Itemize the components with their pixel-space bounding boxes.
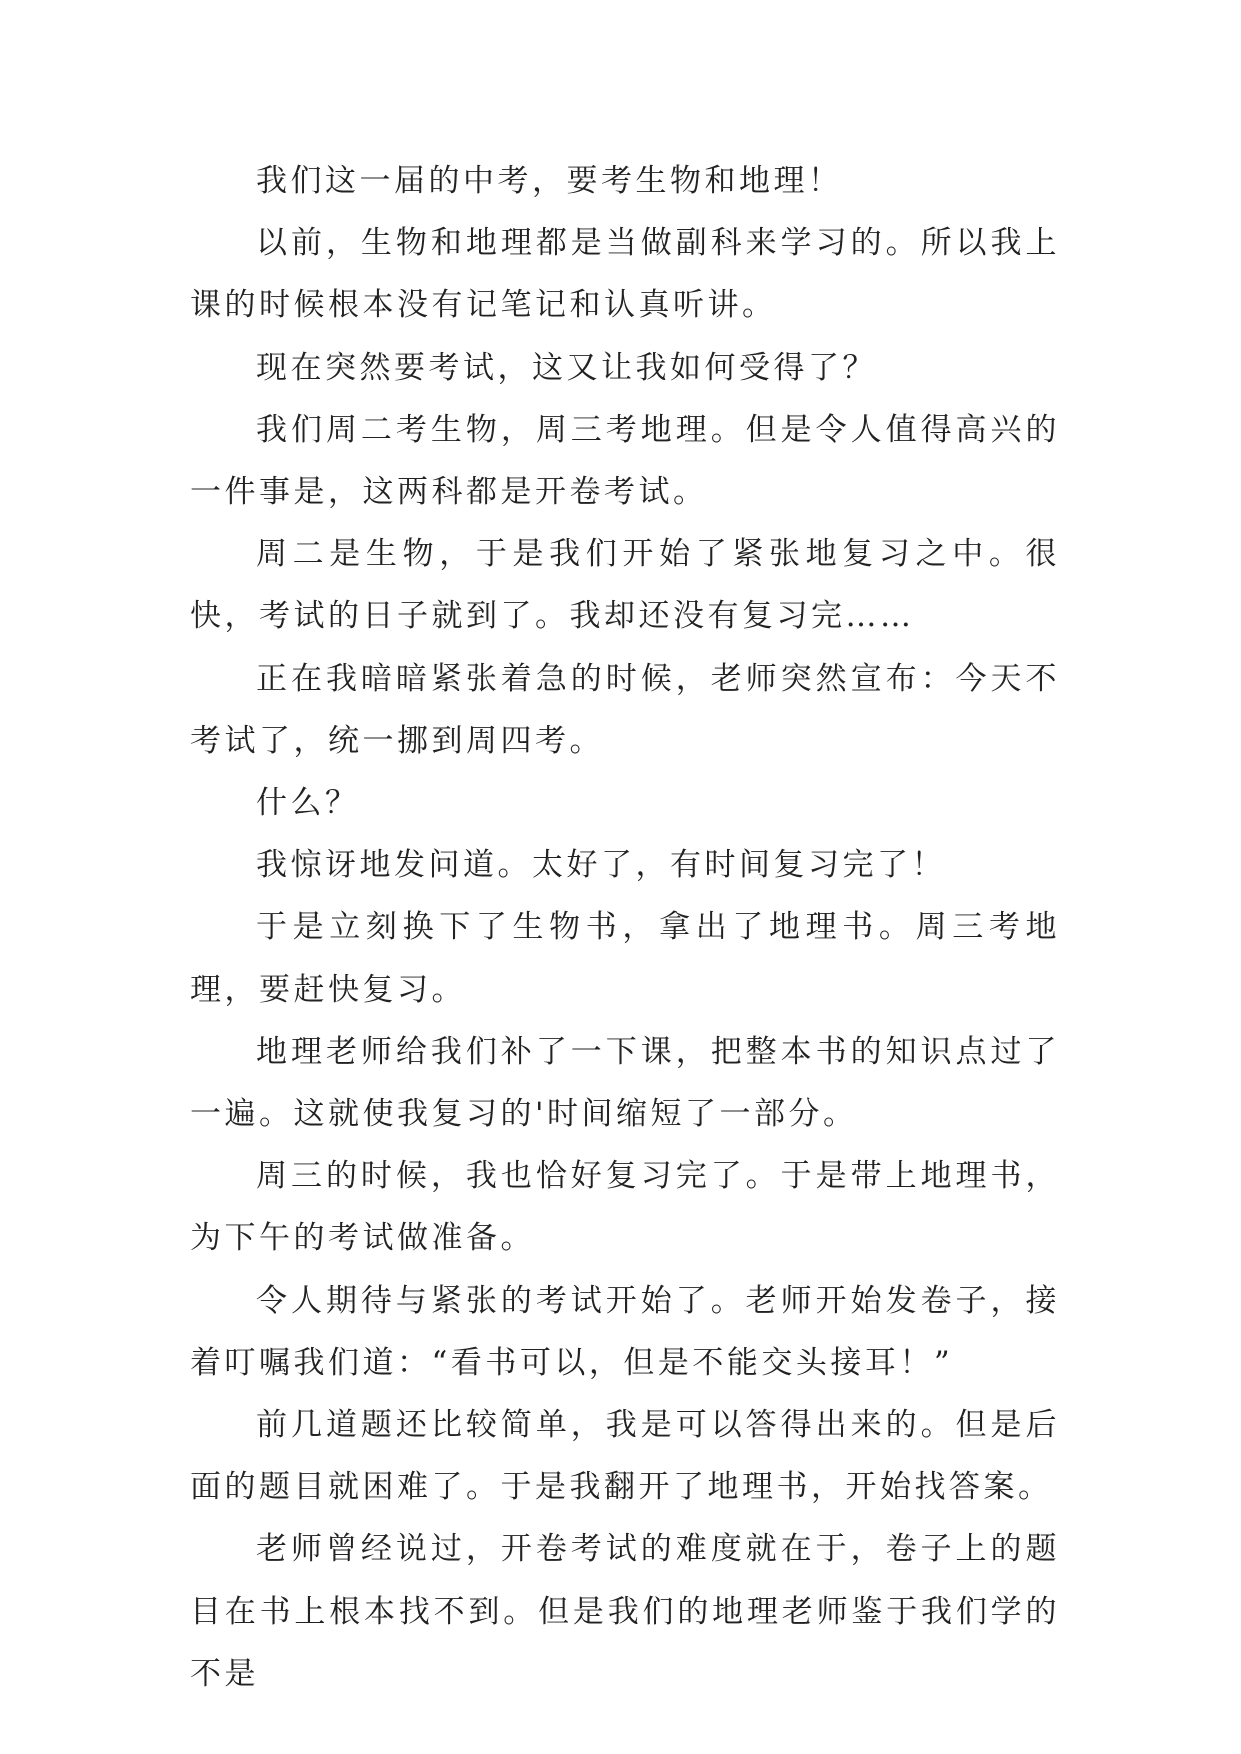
paragraph-11: 周三的时候，我也恰好复习完了。于是带上地理书，为下午的考试做准备。 <box>190 1158 1060 1257</box>
paragraph-5: 周二是生物，于是我们开始了紧张地复习之中。很快，考试的日子就到了。我却还没有复习完…… <box>190 536 1060 635</box>
paragraph-2: 以前，生物和地理都是当做副科来学习的。所以我上课的时候根本没有记笔记和认真听讲。 <box>190 225 1060 324</box>
paragraph-10: 地理老师给我们补了一下课，把整本书的知识点过了一遍。这就使我复习的'时间缩短了一部分。 <box>190 1033 1060 1133</box>
paragraph-1: 我们这一届的中考，要考生物和地理！ <box>256 163 843 199</box>
paragraph-3: 现在突然要考试，这又让我如何受得了？ <box>256 349 877 386</box>
paragraph-12: 令人期待与紧张的考试开始了。老师开始发卷子，接着叮嘱我们道：“看书可以，但是不能交头接耳！” <box>190 1282 1060 1381</box>
paragraph-8: 我惊讶地发问道。太好了，有时间复习完了！ <box>256 847 946 884</box>
paragraph-6: 正在我暗暗紧张着急的时候，老师突然宣布：今天不考试了，统一挪到周四考。 <box>190 660 1060 759</box>
paragraph-9: 于是立刻换下了生物书，拿出了地理书。周三考地理，要赶快复习。 <box>190 909 1060 1008</box>
document-body <box>190 150 1060 1705</box>
paragraph-14: 老师曾经说过，开卷考试的难度就在于，卷子上的题目在书上根本找不到。但是我们的地理老师鉴于我们学的不是 <box>190 1531 1060 1692</box>
paragraph-13: 前几道题还比较简单，我是可以答得出来的。但是后面的题目就困难了。于是我翻开了地理书，开始找答案。 <box>190 1407 1060 1506</box>
paragraph-7: 什么？ <box>256 785 360 822</box>
paragraph-4: 我们周二考生物，周三考地理。但是令人值得高兴的一件事是，这两科都是开卷考试。 <box>190 411 1060 511</box>
